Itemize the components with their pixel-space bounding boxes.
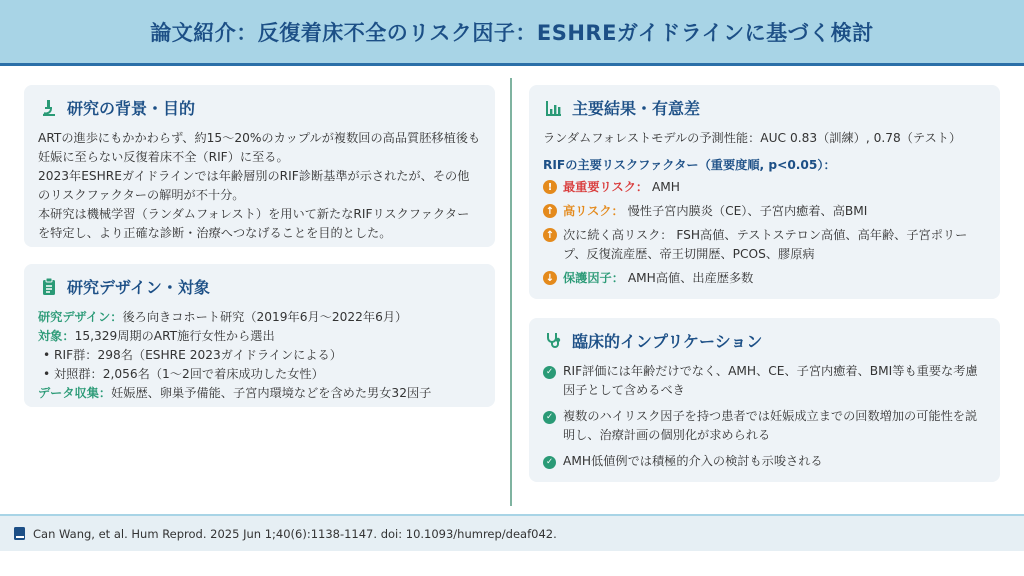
background-text: ARTの進歩にもかかわらず、約15〜20%のカップルが複数回の高品質胚移植後も妊娠に至らない反復着床不全（RIF）に至る。 2023年ESHREガイドラインでは年齢層別のRIF診断基準が示されたが、その他のリスクファクターの解明が不十分。 本研究は機械学習（ランダムフォレスト）を用いて新たなRIFリスクファクターを特定し、より正確な診断・治療へつなげることを目的とした。 — [38, 131, 481, 240]
microscope-icon — [40, 99, 58, 117]
stethoscope-icon — [545, 332, 563, 350]
arrow-up-icon: ↑ — [543, 204, 557, 218]
next-value: 次に続く高リスク： FSH高値、テストステロン高値、高年齢、子宮ポリープ、反復流産歴、帝王切開歴、PCOS、膠原病 — [563, 228, 968, 261]
implications-card — [529, 318, 1000, 482]
check-icon: ✓ — [543, 456, 556, 469]
implication-text: AMH低値例では積極的介入の検討も示唆される — [563, 454, 823, 468]
results-heading-text: 主要結果・有意差 — [572, 99, 701, 118]
data-line — [38, 384, 481, 403]
background-card — [24, 85, 495, 247]
design-value: 後ろ向きコホート研究（2019年6月〜2022年6月） — [122, 310, 408, 324]
background-heading-text: 研究の背景・目的 — [67, 99, 196, 118]
check-icon: ✓ — [543, 366, 556, 379]
citation-text[interactable]: Can Wang, et al. Hum Reprod. 2025 Jun 1;40(6):1138-1147. doi: 10.1093/humrep/deaf042. — [33, 526, 557, 541]
arrow-up-icon: ↑ — [543, 228, 557, 242]
risk-most — [543, 178, 986, 197]
list-item: • 対照群：2,056名（1〜2回で着床成功した女性） — [38, 365, 481, 384]
design-heading-text: 研究デザイン・対象 — [67, 278, 210, 297]
implications-heading-text: 臨床的インプリケーション — [572, 332, 763, 351]
data-label: データ収集： — [38, 386, 112, 400]
high-label: 高リスク： — [563, 204, 624, 218]
results-heading — [543, 96, 986, 119]
implication-text: 複数のハイリスク因子を持つ患者では妊娠成立までの回数増加の可能性を説明し、治療計画の個別化が求められる — [563, 409, 978, 442]
group-rif: RIF群：298名（ESHRE 2023ガイドラインによる） — [54, 348, 342, 362]
background-heading — [38, 96, 481, 119]
design-card — [24, 264, 495, 407]
exclamation-icon: ! — [543, 180, 557, 194]
protect-label: 保護因子： — [563, 271, 624, 285]
header-bar — [0, 0, 1024, 66]
subjects-label: 対象： — [38, 329, 75, 343]
high-value: 慢性子宮内膜炎（CE）、子宮内癒着、高BMI — [627, 204, 868, 218]
design-heading — [38, 275, 481, 298]
page-title: 論文紹介：反復着床不全のリスク因子：ESHREガイドラインに基づく検討 — [150, 20, 874, 45]
risk-protective — [543, 269, 986, 288]
results-card — [529, 85, 1000, 299]
design-label: 研究デザイン： — [38, 310, 123, 324]
subjects-value: 15,329周期のART施行女性から選出 — [74, 329, 275, 343]
implication-text: RIF評価には年齢だけでなく、AMH、CE、子宮内癒着、BMI等も重要な考慮因子として含めるべき — [563, 364, 978, 397]
bar-chart-icon — [545, 99, 563, 117]
data-value: 妊娠歴、卵巣予備能、子宮内環境などを含めた男女32因子 — [111, 386, 432, 400]
group-control: 対照群：2,056名（1〜2回で着床成功した女性） — [54, 367, 324, 381]
protect-value: AMH高値、出産歴多数 — [627, 271, 754, 285]
subjects-line — [38, 327, 481, 346]
column-divider — [510, 78, 512, 506]
factors-heading: RIFの主要リスクファクター（重要度順, p<0.05）： — [543, 158, 836, 172]
check-icon: ✓ — [543, 411, 556, 424]
model-performance: ランダムフォレストモデルの予測性能：AUC 0.83（訓練）, 0.78（テスト） — [543, 131, 962, 145]
citation-footer — [0, 514, 1024, 551]
book-icon — [14, 527, 25, 540]
list-item — [543, 407, 986, 445]
list-item — [543, 452, 986, 471]
list-item: • RIF群：298名（ESHRE 2023ガイドラインによる） — [38, 346, 481, 365]
clipboard-icon — [40, 278, 58, 296]
risk-high — [543, 202, 986, 221]
arrow-down-icon: ↓ — [543, 271, 557, 285]
list-item — [543, 362, 986, 400]
most-value: AMH — [651, 180, 680, 194]
design-line — [38, 308, 481, 327]
risk-next — [543, 226, 986, 264]
implications-heading — [543, 329, 986, 352]
most-label: 最重要リスク： — [563, 180, 649, 194]
